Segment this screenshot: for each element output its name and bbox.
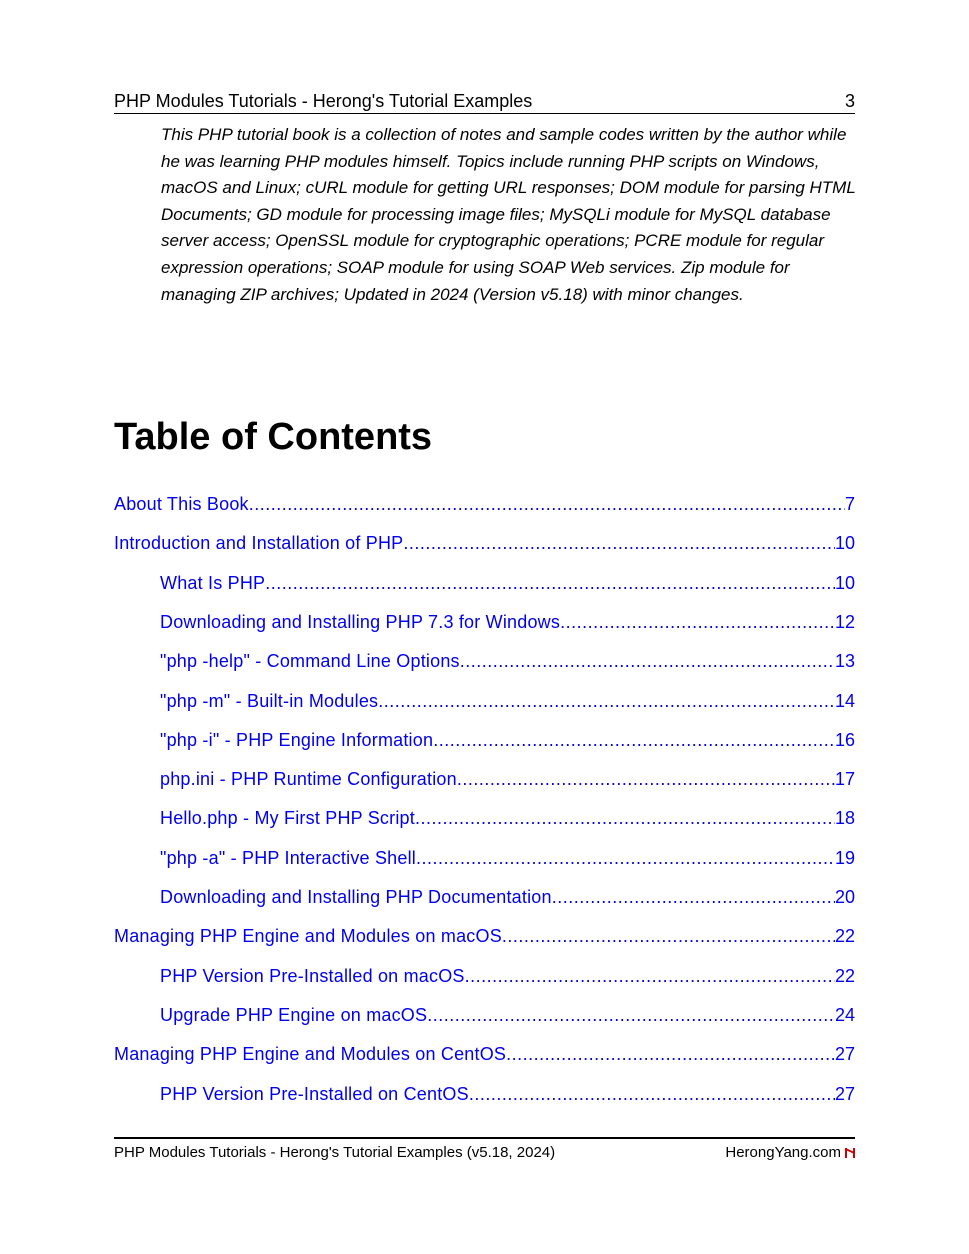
toc-entry-page[interactable]: 22: [834, 965, 855, 986]
toc-entry-title[interactable]: "php -help" - Command Line Options: [160, 651, 460, 672]
toc-dot-leader: [415, 805, 835, 831]
header-title: PHP Modules Tutorials - Herong's Tutorial Examples: [114, 91, 533, 111]
toc-entry[interactable]: [114, 923, 855, 949]
toc-entry[interactable]: [160, 1081, 855, 1107]
toc-entry-page[interactable]: 16: [834, 729, 855, 750]
toc-entry[interactable]: [114, 1041, 855, 1067]
toc-entry-title[interactable]: Upgrade PHP Engine on macOS: [160, 1004, 428, 1025]
toc-entry-page[interactable]: 22: [834, 926, 855, 947]
toc-dot-leader: [249, 491, 845, 517]
toc-entry[interactable]: [114, 530, 855, 556]
toc-heading: Table of Contents: [114, 416, 433, 458]
herongyang-logo-icon: [845, 1147, 855, 1159]
toc-entry-page[interactable]: 27: [834, 1083, 855, 1104]
toc-entry-title[interactable]: PHP Version Pre-Installed on CentOS: [160, 1083, 469, 1104]
toc-dot-leader: [403, 530, 835, 556]
book-abstract: This PHP tutorial book is a collection of notes and sample codes written by the author while he was learning PHP modules himself. Topics include running PHP scripts on Windows, macOS and Linux; cURL module for getting URL responses; DOM module for parsing HTML Documents; GD module for processing image files; MySQLi module for MySQL database server access; OpenSSL module for cryptographic operations; PCRE module for regular expression operations; SOAP module for using SOAP Web services. Zip module for managing ZIP archives; Updated in 2024 (Version v5.18) with minor changes.: [161, 125, 856, 304]
toc-dot-leader: [265, 570, 835, 596]
toc-entry[interactable]: [160, 845, 855, 871]
toc-entry[interactable]: [160, 570, 855, 596]
footer-book-info: PHP Modules Tutorials - Herong's Tutorial Examples (v5.18, 2024): [114, 1144, 556, 1161]
toc-dot-leader: [416, 845, 835, 871]
toc-entry-title[interactable]: Downloading and Installing PHP Documentation: [160, 887, 552, 907]
toc-entry-page[interactable]: 10: [834, 572, 855, 593]
footer-site-link[interactable]: HerongYang.com: [725, 1144, 841, 1161]
toc-entry-page[interactable]: 18: [834, 808, 855, 829]
toc-dot-leader: [460, 648, 835, 674]
toc-entry[interactable]: [160, 688, 855, 714]
toc-entry-title[interactable]: About This Book: [114, 494, 249, 514]
toc-entry-title[interactable]: "php -i" - PHP Engine Information: [160, 729, 434, 750]
toc-dot-leader: [560, 609, 835, 635]
toc-entry-page[interactable]: 12: [834, 611, 855, 632]
toc-entry-page[interactable]: 19: [834, 847, 855, 868]
toc-entry-title[interactable]: Introduction and Installation of PHP: [114, 533, 404, 554]
toc-entry[interactable]: [160, 648, 855, 674]
toc-entry-page[interactable]: 7: [844, 494, 855, 514]
header-page-number: 3: [844, 91, 855, 111]
toc-entry-page[interactable]: 24: [834, 1004, 855, 1025]
toc-entry-title[interactable]: PHP Version Pre-Installed on macOS: [160, 965, 465, 986]
toc-entry-page[interactable]: 14: [834, 690, 855, 711]
toc-entry-title[interactable]: php.ini - PHP Runtime Configuration: [160, 769, 457, 790]
toc-entry[interactable]: [160, 805, 855, 831]
toc-dot-leader: [506, 1041, 835, 1067]
toc-entry[interactable]: [160, 884, 855, 910]
toc-entry[interactable]: [160, 963, 855, 989]
toc-entry[interactable]: [160, 727, 855, 753]
toc-dot-leader: [427, 1002, 835, 1028]
toc-entry-title[interactable]: What Is PHP: [160, 572, 266, 593]
toc-entry-title[interactable]: Managing PHP Engine and Modules on CentOS: [114, 1044, 507, 1065]
toc-dot-leader: [457, 766, 835, 792]
toc-entry-page[interactable]: 13: [834, 651, 855, 672]
toc-dot-leader: [469, 1081, 835, 1107]
toc-entry-title[interactable]: "php -a" - PHP Interactive Shell: [160, 847, 416, 868]
toc-dot-leader: [552, 884, 835, 910]
toc-entry[interactable]: [160, 766, 855, 792]
toc-entry[interactable]: [114, 491, 855, 517]
toc-entry-page[interactable]: 20: [834, 887, 855, 907]
toc-entry[interactable]: [160, 609, 855, 635]
toc-entry-title[interactable]: "php -m" - Built-in Modules: [160, 690, 379, 711]
page-footer: [114, 1137, 855, 1161]
toc-dot-leader: [378, 688, 835, 714]
toc-entry-page[interactable]: 27: [834, 1044, 855, 1065]
toc-entry-title[interactable]: Hello.php - My First PHP Script: [160, 808, 415, 829]
toc-entry-title[interactable]: Downloading and Installing PHP 7.3 for Windows: [160, 611, 561, 632]
toc-dot-leader: [502, 923, 835, 949]
toc-entry-page[interactable]: 10: [834, 533, 855, 554]
page-header: [114, 89, 855, 114]
footer-site[interactable]: [725, 1142, 855, 1164]
toc-entry[interactable]: [160, 1002, 855, 1028]
toc-entry-page[interactable]: 17: [834, 769, 855, 790]
toc-entry-title[interactable]: Managing PHP Engine and Modules on macOS: [114, 926, 502, 947]
toc-dot-leader: [465, 963, 835, 989]
toc-dot-leader: [433, 727, 835, 753]
